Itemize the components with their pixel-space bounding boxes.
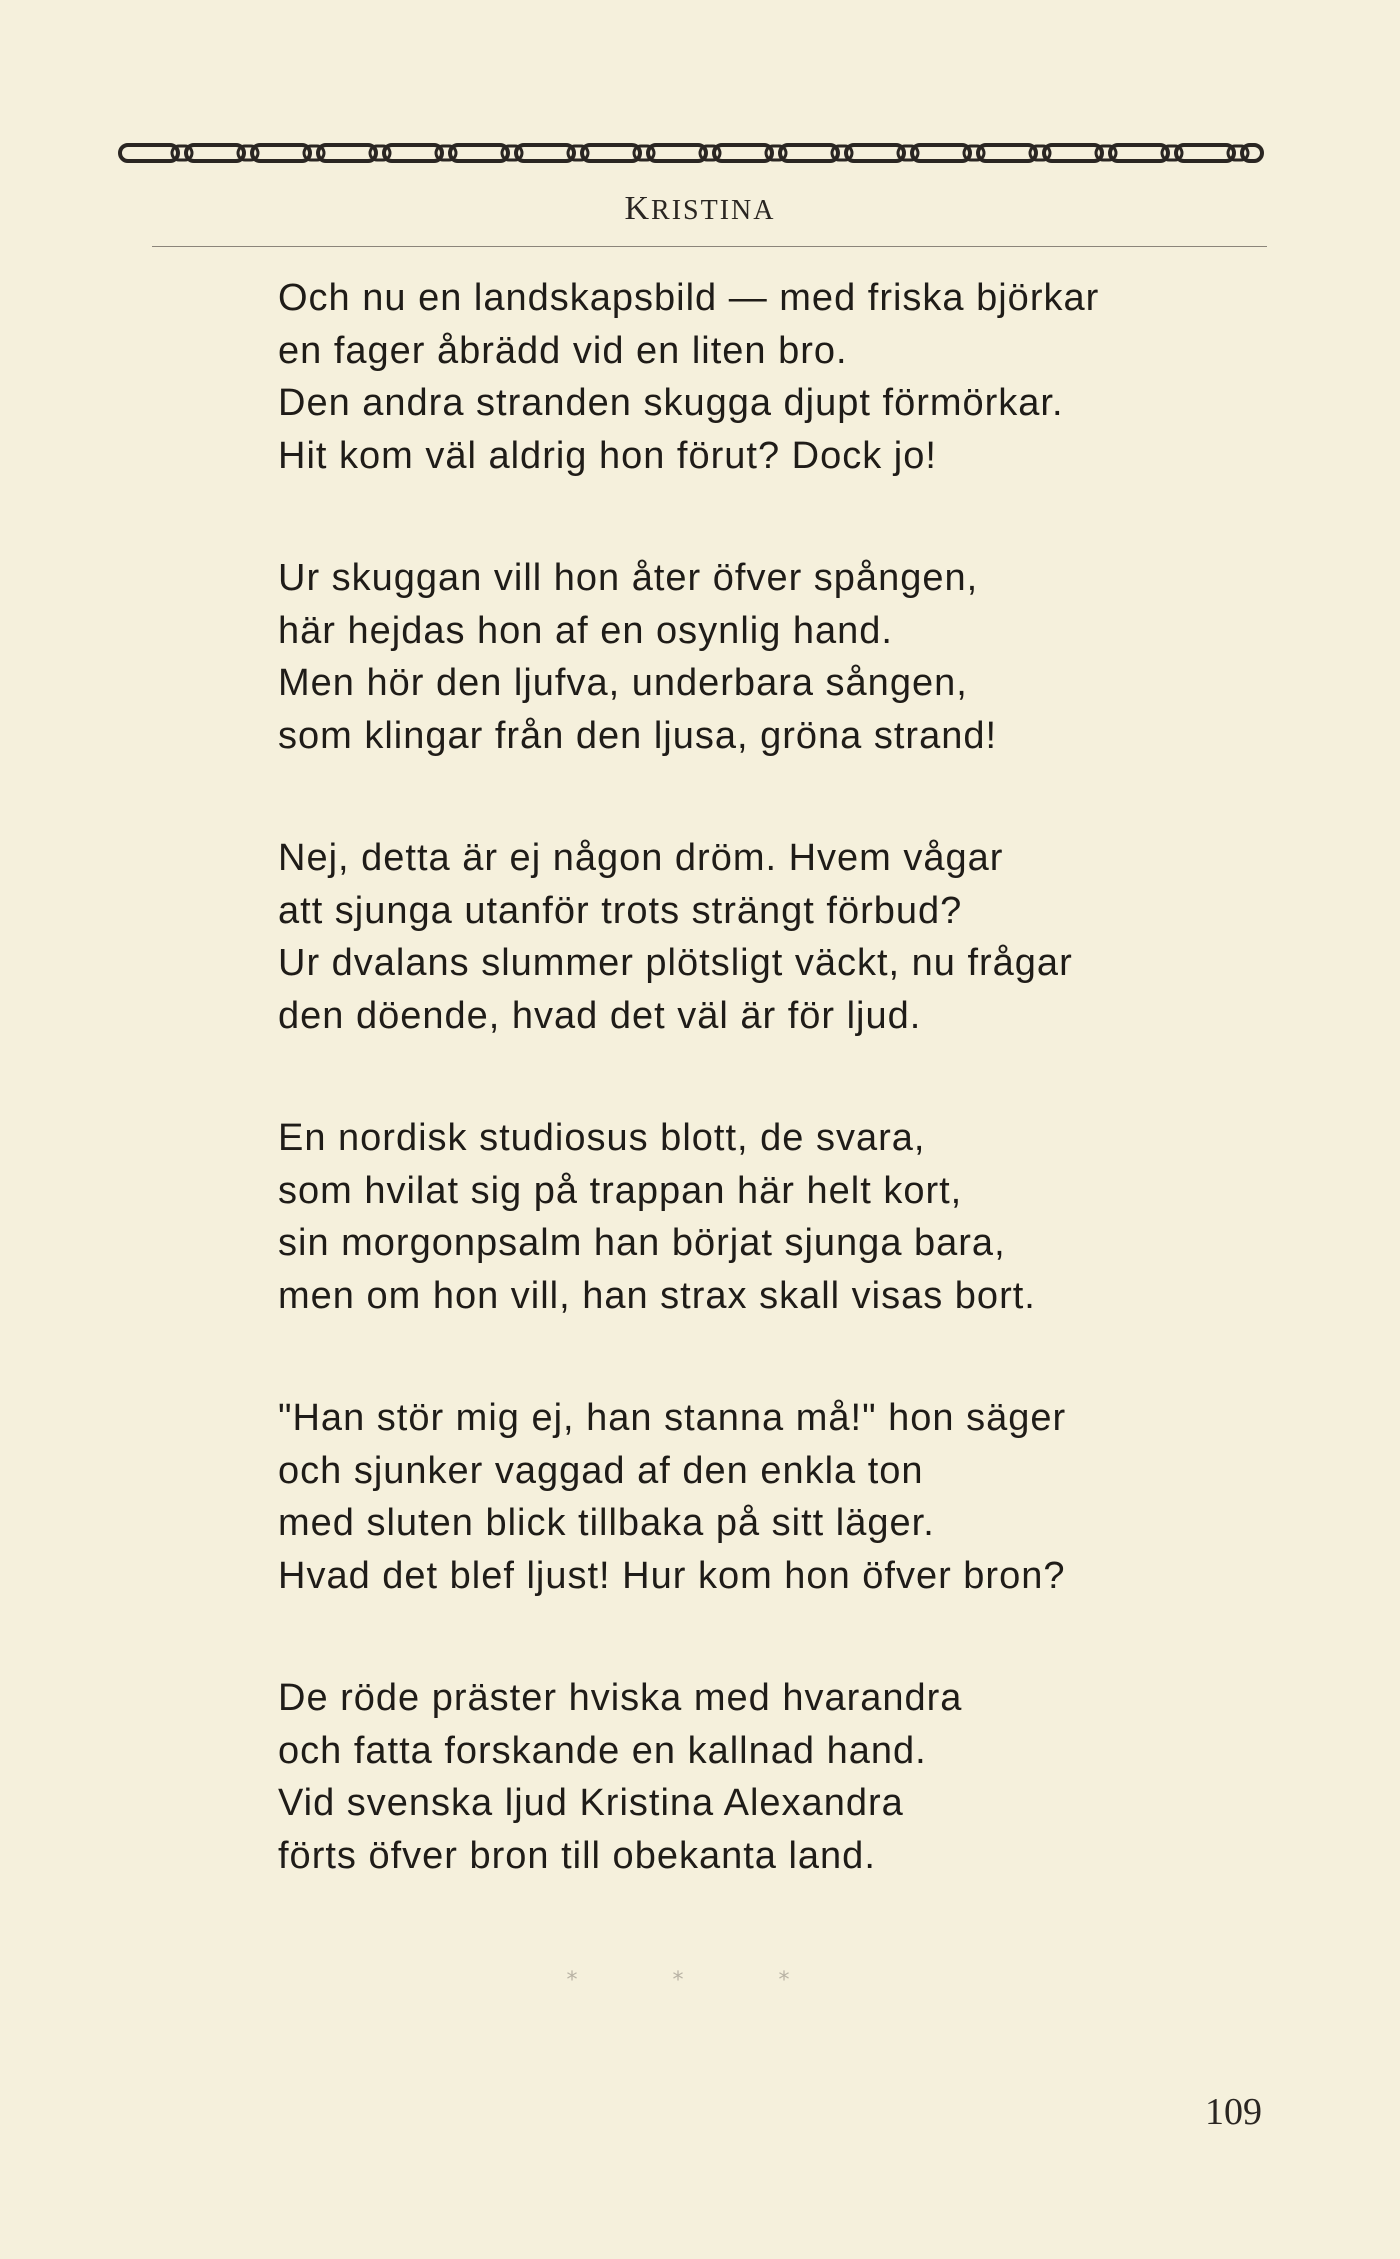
verse-line: som hvilat sig på trappan här helt kort, [278, 1169, 963, 1212]
verse-line: "Han stör mig ej, han stanna må!" hon säger [278, 1397, 1067, 1439]
verse-line: Hit kom väl aldrig hon förut? Dock jo! [278, 434, 937, 477]
running-title: KRISTINA [624, 190, 776, 227]
verse-line: och fatta forskande en kallnad hand. [278, 1729, 927, 1772]
stanza [278, 552, 1258, 762]
running-head [0, 190, 1400, 228]
verse-line: som klingar från den ljusa, gröna strand! [278, 714, 998, 757]
asterism-end-mark: * * * [566, 1968, 834, 1993]
verse-line: En nordisk studiosus blott, de svara, [278, 1117, 926, 1159]
verse-line: men om hon vill, han strax skall visas bort. [278, 1274, 1036, 1317]
verse-line: förts öfver bron till obekanta land. [278, 1834, 876, 1877]
stanza [278, 832, 1258, 1042]
page-number: 109 [1205, 2091, 1262, 2133]
verse-line: Hvad det blef ljust! Hur kom hon öfver bron? [278, 1554, 1066, 1597]
stanza [278, 1112, 1258, 1322]
verse-line: Nej, detta är ej någon dröm. Hvem vågar [278, 837, 1004, 879]
stanza [278, 1392, 1258, 1602]
verse-line: med sluten blick tillbaka på sitt läger. [278, 1502, 935, 1544]
verse-line: en fager åbrädd vid en liten bro. [278, 329, 848, 372]
verse-line: Och nu en landskapsbild — med friska björkar [278, 277, 1100, 319]
verse-line: Men hör den ljufva, underbara sången, [278, 662, 968, 704]
poem-body [278, 272, 1258, 1952]
verse-line: sin morgonpsalm han börjat sjunga bara, [278, 1222, 1006, 1264]
verse-line: Ur dvalans slummer plötsligt väckt, nu frågar [278, 942, 1073, 984]
verse-line: den döende, hvad det väl är för ljud. [278, 994, 922, 1037]
verse-line: Den andra stranden skugga djupt förmörkar. [278, 382, 1064, 424]
stanza [278, 272, 1258, 482]
verse-line: Vid svenska ljud Kristina Alexandra [278, 1782, 904, 1824]
header-rule [152, 246, 1267, 247]
stanza [278, 1672, 1258, 1882]
verse-line: och sjunker vaggad af den enkla ton [278, 1449, 924, 1492]
chain-ornament-border [118, 140, 1264, 166]
verse-line: här hejdas hon af en osynlig hand. [278, 609, 893, 652]
verse-line: Ur skuggan vill hon åter öfver spången, [278, 557, 979, 599]
verse-line: att sjunga utanför trots strängt förbud? [278, 889, 963, 932]
verse-line: De röde präster hviska med hvarandra [278, 1677, 963, 1719]
